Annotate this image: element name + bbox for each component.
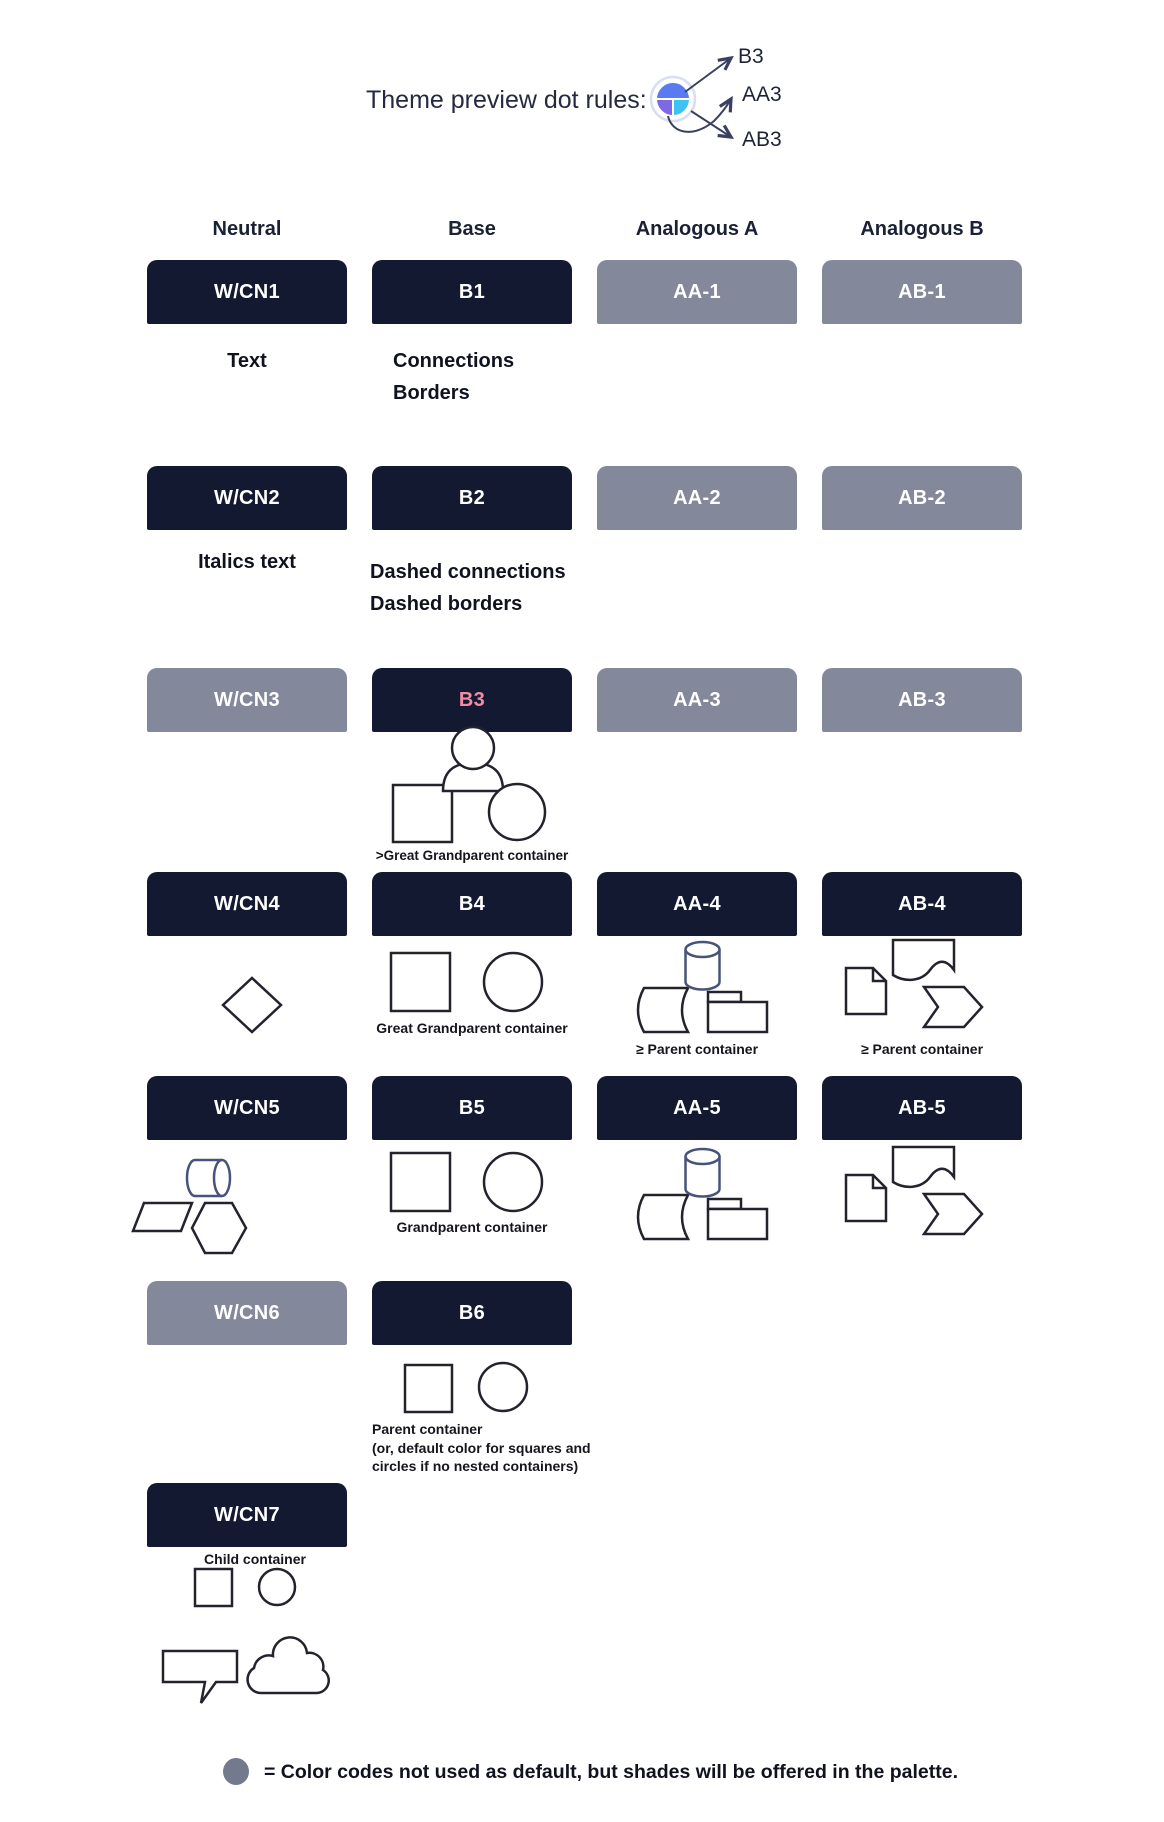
ab4-shapes xyxy=(840,935,1020,1040)
b5-shapes xyxy=(380,1145,560,1220)
note-italics-text: Italics text xyxy=(198,551,296,573)
wcn5-shapes xyxy=(125,1150,265,1265)
circle-shape xyxy=(489,784,545,840)
caption-b4: Great Grandparent container xyxy=(376,1020,568,1036)
swatch-wcn4: W/CN4 xyxy=(147,872,347,936)
square-shape xyxy=(195,1569,232,1606)
swatch-b6: B6 xyxy=(372,1281,572,1345)
square-shape xyxy=(391,953,450,1011)
swatch-aa1: AA-1 xyxy=(597,260,797,324)
parallelogram-shape xyxy=(133,1203,192,1231)
caption-line: (or, default color for squares and xyxy=(372,1439,591,1456)
note-line: Dashed borders xyxy=(370,593,523,615)
cylinder-cap-shape xyxy=(214,1160,230,1196)
swatch-wcn6: W/CN6 xyxy=(147,1281,347,1345)
circle-shape xyxy=(484,1153,542,1211)
caption-ab4: ≥ Parent container xyxy=(860,1041,984,1057)
note-text: Text xyxy=(227,350,267,372)
note-line: Dashed connections xyxy=(370,561,566,583)
caption-b5: Grandparent container xyxy=(396,1219,548,1235)
legend-text: = Color codes not used as default, but shades will be offered in the palette. xyxy=(264,1761,958,1783)
b4-shapes xyxy=(380,945,560,1020)
swatch-ab4: AB-4 xyxy=(822,872,1022,936)
page-title: Theme preview dot rules: xyxy=(366,86,647,114)
swatch-b4: B4 xyxy=(372,872,572,936)
swatch-ab2: AB-2 xyxy=(822,466,1022,530)
caption-b6 xyxy=(372,1420,612,1476)
aa4-shapes xyxy=(620,935,800,1040)
cloud-shape xyxy=(248,1637,329,1693)
swatch-b1: B1 xyxy=(372,260,572,324)
swatch-aa3: AA-3 xyxy=(597,668,797,732)
swatch-wcn3: W/CN3 xyxy=(147,668,347,732)
column-header-analogous-a: Analogous A xyxy=(635,218,759,240)
wcn4-shapes xyxy=(210,970,300,1040)
swatch-ab5: AB-5 xyxy=(822,1076,1022,1140)
swatch-b3: B3 xyxy=(372,668,572,732)
swatch-ab3: AB-3 xyxy=(822,668,1022,732)
hexagon-shape xyxy=(192,1203,246,1253)
swatch-wcn2: W/CN2 xyxy=(147,466,347,530)
swatch-aa2: AA-2 xyxy=(597,466,797,530)
diamond-shape xyxy=(223,978,281,1032)
note-connections-borders xyxy=(393,345,514,409)
caption-line: Parent container xyxy=(372,1421,483,1437)
b3-shapes xyxy=(370,725,570,850)
person-head-shape xyxy=(452,727,494,769)
caption-wcn7: Child container xyxy=(204,1551,306,1567)
dot-label-b3: B3 xyxy=(738,45,764,68)
square-shape xyxy=(393,785,452,842)
legend-dot-icon xyxy=(223,1758,249,1785)
square-shape xyxy=(405,1365,452,1412)
swatch-ab1: AB-1 xyxy=(822,260,1022,324)
speech-bubble-shape xyxy=(163,1651,237,1703)
caption-line: circles if no nested containers) xyxy=(372,1458,579,1474)
column-header-analogous-b: Analogous B xyxy=(860,218,984,240)
note-line: Borders xyxy=(393,382,470,404)
swatch-b5: B5 xyxy=(372,1076,572,1140)
circle-shape xyxy=(259,1569,295,1605)
swatch-aa5: AA-5 xyxy=(597,1076,797,1140)
square-shape xyxy=(391,1153,450,1211)
b6-shapes xyxy=(400,1358,560,1418)
caption-aa4: ≥ Parent container xyxy=(635,1041,759,1057)
dot-label-ab3: AB3 xyxy=(742,128,782,151)
note-dashed xyxy=(370,556,566,620)
column-header-neutral: Neutral xyxy=(212,218,282,240)
dot-label-aa3: AA3 xyxy=(742,83,782,106)
ab5-shapes xyxy=(840,1142,1020,1247)
note-line: Connections xyxy=(393,350,515,372)
swatch-wcn1: W/CN1 xyxy=(147,260,347,324)
circle-shape xyxy=(484,953,542,1011)
caption-b3: >Great Grandparent container xyxy=(375,848,569,863)
swatch-wcn5: W/CN5 xyxy=(147,1076,347,1140)
wcn7-shapes xyxy=(150,1560,340,1710)
aa5-shapes xyxy=(620,1142,800,1247)
column-header-base: Base xyxy=(448,218,496,240)
swatch-wcn7: W/CN7 xyxy=(147,1483,347,1547)
swatch-b2: B2 xyxy=(372,466,572,530)
circle-shape xyxy=(479,1363,527,1411)
swatch-aa4: AA-4 xyxy=(597,872,797,936)
